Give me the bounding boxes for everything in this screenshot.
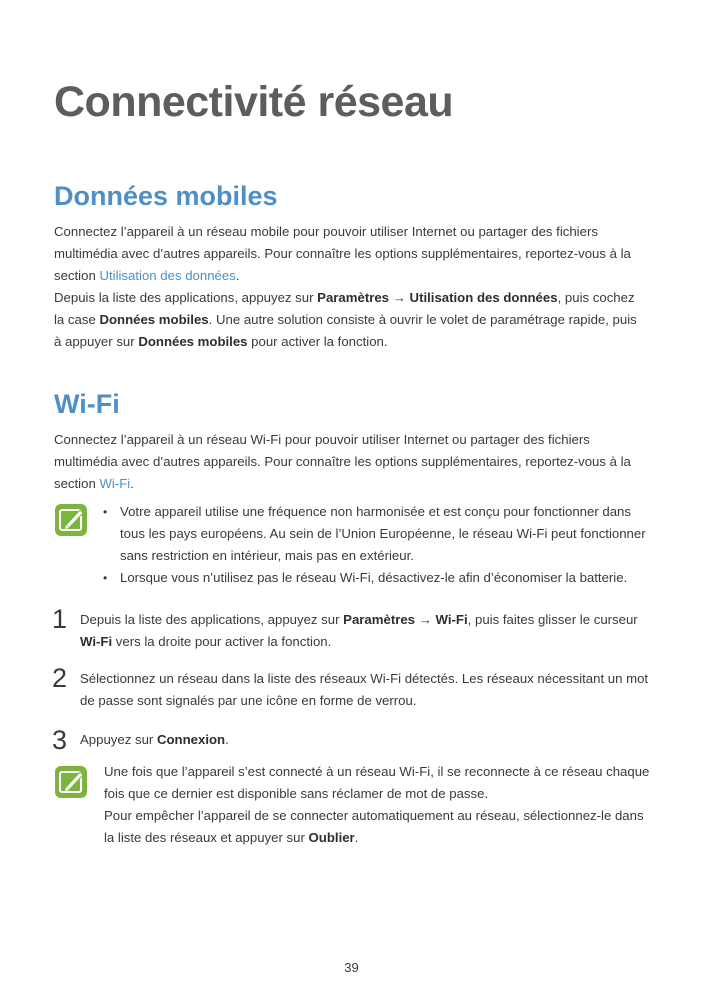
section-title-mobile-data: Données mobiles (54, 181, 278, 211)
pencil-note-icon (54, 765, 88, 799)
mobile-data-intro: Connectez l’appareil à un réseau mobile pour pouvoir utiliser Internet ou partager des fichiers multimédia avec d’autres appareils. Pour connaître les options supplémentaires, reportez-vous à la section Utilisation des données. (54, 224, 631, 283)
wifi-note-bullet: Lorsque vous n’utilisez pas le réseau Wi-Fi, désactivez-le afin d’économiser la batterie. (120, 570, 628, 585)
step-3-text: Appuyez sur Connexion. (80, 732, 229, 747)
mobile-data-instructions: Depuis la liste des applications, appuyez sur Paramètres → Utilisation des données, puis cochez la case Données mobiles. Une autre solution consiste à ouvrir le volet de paramétrage rapide, puis à appuyer sur Données mobiles pour activer la fonction. (54, 290, 637, 349)
wifi-note-reconnect: Une fois que l’appareil s’est connecté à un réseau Wi-Fi, il se reconnecte à ce réseau chaque fois que ce dernier est disponible sans réclamer de mot de passe. (104, 764, 650, 801)
wifi-note-bullet: Votre appareil utilise une fréquence non harmonisée et est conçu pour fonctionner dans tous les pays européens. Au sein de l’Union Européenne, le réseau Wi-Fi peut fonctionner sans restriction en intérieur, mais pas en extérieur. (120, 504, 646, 563)
wifi-note-forget: Pour empêcher l’appareil de se connecter automatiquement au réseau, sélectionnez-le dans la liste des réseaux et appuyer sur Oublier. (104, 808, 644, 845)
link-wifi[interactable]: Wi-Fi (99, 476, 131, 491)
step-number: 2 (52, 663, 68, 693)
step-number: 3 (52, 725, 68, 755)
pencil-note-icon (54, 503, 88, 537)
page-number: 39 (344, 960, 359, 975)
bullet-symbol: • (103, 505, 108, 519)
section-title-wifi: Wi-Fi (54, 389, 120, 419)
step-2-text: Sélectionnez un réseau dans la liste des réseaux Wi-Fi détectés. Les réseaux nécessitant un mot de passe sont signalés par une icône en forme de verrou. (80, 671, 649, 708)
link-data-usage[interactable]: Utilisation des données (99, 268, 236, 283)
wifi-intro: Connectez l’appareil à un réseau Wi-Fi pour pouvoir utiliser Internet ou partager des fichiers multimédia avec d’autres appareils. Pour connaître les options supplémentaires, reportez-vous à la section Wi-Fi. (54, 432, 631, 491)
page-title: Connectivité réseau (54, 78, 454, 126)
bullet-symbol: • (103, 571, 108, 585)
step-1-text: Depuis la liste des applications, appuyez sur Paramètres → Wi-Fi, puis faites glisser le curseur Wi-Fi vers la droite pour activer la fonction. (80, 612, 638, 649)
step-number: 1 (52, 604, 68, 634)
